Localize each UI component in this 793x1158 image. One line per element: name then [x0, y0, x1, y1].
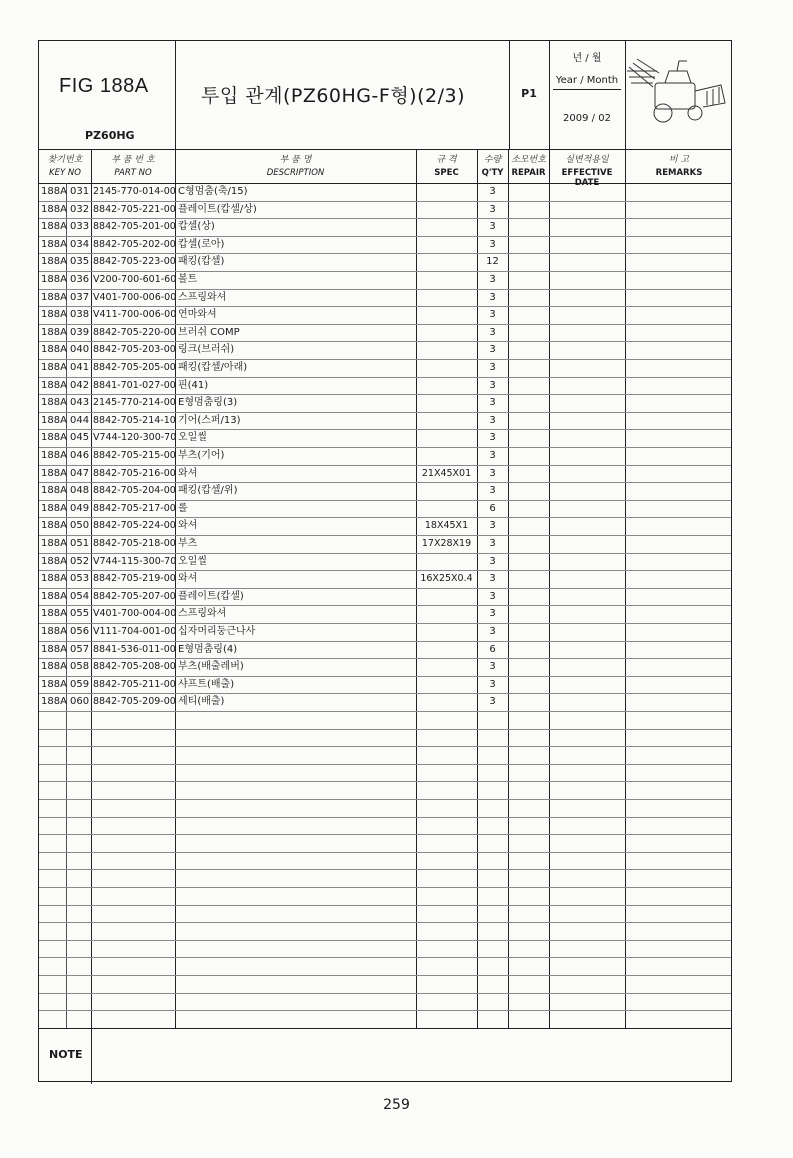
page-cell — [509, 41, 549, 149]
row-fig: 188A — [41, 379, 67, 391]
row-part-no: 8842-705-205-00 — [93, 362, 176, 373]
row-qty: 3 — [489, 520, 496, 532]
row-qty: 3 — [489, 238, 496, 250]
row-part-no: 8841-536-011-00 — [93, 643, 176, 655]
row-fig: 188A — [41, 362, 67, 373]
row-fig: 188A — [41, 626, 67, 637]
row-fig: 188A — [41, 520, 67, 532]
table-row — [39, 658, 731, 676]
column-headers — [39, 149, 731, 188]
row-qty: 3 — [489, 432, 496, 444]
row-fig: 188A — [41, 238, 67, 250]
row-key: 036 — [70, 274, 90, 285]
row-description: 패킹(캅셀/아래) — [178, 362, 248, 373]
row-qty: 3 — [489, 678, 496, 690]
row-qty: 3 — [489, 467, 496, 479]
row-qty: 3 — [489, 573, 496, 585]
row-part-no: 8842-705-211-00 — [93, 678, 176, 690]
table-row — [39, 588, 731, 606]
row-part-no: 8842-705-224-00 — [93, 520, 176, 532]
row-fig: 188A — [41, 538, 67, 549]
row-rule — [39, 975, 731, 976]
row-qty: 6 — [489, 643, 496, 655]
row-key: 045 — [70, 432, 90, 444]
row-key: 035 — [70, 256, 90, 268]
row-rule — [39, 905, 731, 906]
row-description: 플레이트(캅셀/상) — [178, 203, 257, 215]
row-qty: 6 — [489, 502, 496, 514]
row-qty: 3 — [489, 661, 496, 673]
row-rule — [39, 887, 731, 888]
table-row — [39, 465, 731, 483]
table-row — [39, 693, 731, 711]
row-fig: 188A — [41, 256, 67, 268]
row-description: 스프링와셔 — [178, 608, 227, 620]
row-part-no: 8842-705-218-00 — [93, 538, 176, 549]
table-row — [39, 570, 731, 588]
row-key: 039 — [70, 326, 90, 338]
row-rule — [39, 746, 731, 747]
row-fig: 188A — [41, 274, 67, 285]
row-part-no: 8842-705-201-00 — [93, 221, 176, 233]
row-spec: 21X45X01 — [421, 467, 472, 479]
row-fig: 188A — [41, 573, 67, 585]
table-row — [39, 412, 731, 430]
row-qty: 3 — [489, 696, 496, 708]
row-description: 십자머리둥근나사 — [178, 626, 256, 637]
table-row — [39, 623, 731, 641]
page-number: 259 — [383, 1097, 410, 1113]
row-qty: 3 — [489, 362, 496, 373]
row-part-no: 2145-770-214-00 — [93, 397, 176, 409]
table-row — [39, 218, 731, 236]
row-key: 059 — [70, 678, 90, 690]
row-qty: 3 — [489, 538, 496, 549]
row-rule — [39, 940, 731, 941]
row-key: 031 — [70, 186, 90, 197]
row-rule — [39, 852, 731, 853]
row-qty: 12 — [486, 256, 499, 268]
row-qty: 3 — [489, 414, 496, 426]
row-part-no: 8842-705-215-00 — [93, 450, 176, 461]
table-row — [39, 535, 731, 553]
row-qty: 3 — [489, 186, 496, 197]
table-row — [39, 394, 731, 412]
row-key: 034 — [70, 238, 90, 250]
issue-date: 2009 / 02 — [563, 113, 611, 124]
row-key: 046 — [70, 450, 90, 461]
row-description: 오일씰 — [178, 555, 207, 567]
row-part-no: 8842-705-223-00 — [93, 256, 176, 268]
col-remarks: 비 고 REMARKS — [655, 155, 703, 178]
row-part-no: 8842-705-214-10 — [93, 414, 176, 426]
row-fig: 188A — [41, 344, 67, 356]
table-row — [39, 500, 731, 518]
row-part-no: V200-700-601-60 — [93, 274, 177, 285]
col-effective-date: 실변적용일 EFFECTIVE DATE — [561, 155, 613, 188]
row-description: 와셔 — [178, 573, 198, 585]
row-key: 041 — [70, 362, 90, 373]
row-qty: 3 — [489, 485, 496, 497]
row-part-no: 8842-705-209-00 — [93, 696, 176, 708]
row-fig: 188A — [41, 485, 67, 497]
row-description: 링크(브러쉬) — [178, 344, 235, 356]
row-description: 샤프트(배출) — [178, 678, 235, 690]
row-part-no: V401-700-006-00 — [93, 291, 177, 303]
row-key: 047 — [70, 467, 90, 479]
row-fig: 188A — [41, 555, 67, 567]
row-key: 060 — [70, 696, 90, 708]
page-code: P1 — [521, 87, 537, 100]
row-key: 043 — [70, 397, 90, 409]
row-rule — [39, 781, 731, 782]
row-part-no: 8842-705-221-00 — [93, 203, 176, 215]
header — [39, 41, 731, 150]
row-fig: 188A — [41, 608, 67, 620]
row-qty: 3 — [489, 450, 496, 461]
row-part-no: V111-704-001-00 — [93, 626, 177, 637]
year-month-kr: 년 / 월 — [572, 53, 602, 64]
row-part-no: 8842-705-202-00 — [93, 238, 176, 250]
row-fig: 188A — [41, 186, 67, 197]
table-row — [39, 201, 731, 219]
row-description: 연마와셔 — [178, 309, 217, 321]
row-part-no: 8842-705-216-00 — [93, 467, 176, 479]
year-month-en: Year / Month — [553, 75, 621, 90]
row-spec: 16X25X0.4 — [420, 573, 473, 585]
row-description: 와셔 — [178, 467, 198, 479]
table-row — [39, 253, 731, 271]
table-row — [39, 324, 731, 342]
table-row — [39, 482, 731, 500]
row-part-no: V744-120-300-70 — [93, 432, 177, 444]
col-repair: 소모번호 REPAIR — [511, 155, 546, 178]
row-qty: 3 — [489, 379, 496, 391]
row-rule — [39, 817, 731, 818]
row-fig: 188A — [41, 326, 67, 338]
row-qty: 3 — [489, 344, 496, 356]
row-qty: 3 — [489, 291, 496, 303]
row-part-no: V401-700-004-00 — [93, 608, 177, 620]
row-description: 플레이트(캅셀) — [178, 590, 244, 602]
row-rule — [39, 993, 731, 994]
row-fig: 188A — [41, 467, 67, 479]
fig-cell — [39, 41, 175, 149]
table-row — [39, 605, 731, 623]
machine-illustration — [625, 41, 733, 149]
page-title: 투입 관계(PZ60HG-F형)(2/3) — [201, 85, 465, 107]
row-key: 054 — [70, 590, 90, 602]
row-key: 055 — [70, 608, 90, 620]
row-qty: 3 — [489, 397, 496, 409]
row-fig: 188A — [41, 397, 67, 409]
row-key: 033 — [70, 221, 90, 233]
row-description: 세티(배출) — [178, 696, 225, 708]
row-fig: 188A — [41, 643, 67, 655]
row-fig: 188A — [41, 678, 67, 690]
row-key: 042 — [70, 379, 90, 391]
row-part-no: 8842-705-219-00 — [93, 573, 176, 585]
row-key: 051 — [70, 538, 90, 549]
col-qty: 수량 Q'TY — [481, 155, 504, 178]
model-code: PZ60HG — [85, 129, 135, 142]
row-key: 052 — [70, 555, 90, 567]
row-qty: 3 — [489, 326, 496, 338]
row-description: C형멈춤(축/15) — [178, 186, 248, 197]
row-description: 오일씰 — [178, 432, 207, 444]
row-qty: 3 — [489, 626, 496, 637]
row-description: 스프링와셔 — [178, 291, 227, 303]
col-part: 부 품 번 호 PART NO — [111, 155, 155, 178]
row-description: 기어(스퍼/13) — [178, 414, 241, 426]
row-description: 캅셀(상) — [178, 221, 215, 233]
row-fig: 188A — [41, 450, 67, 461]
note-label: NOTE — [49, 1048, 83, 1061]
row-description: E형멈춤링(4) — [178, 643, 238, 655]
row-part-no: 2145-770-014-00 — [93, 186, 176, 197]
row-fig: 188A — [41, 221, 67, 233]
row-part-no: 8842-705-220-00 — [93, 326, 176, 338]
row-part-no: 8842-705-217-00 — [93, 502, 176, 514]
row-fig: 188A — [41, 309, 67, 321]
rice-transplanter-icon — [625, 41, 733, 149]
table-row — [39, 553, 731, 571]
row-part-no: V411-700-006-00 — [93, 309, 177, 321]
col-desc: 부 품 명 DESCRIPTION — [266, 155, 325, 178]
row-description: 롤 — [178, 502, 188, 514]
row-part-no: 8841-701-027-00 — [93, 379, 176, 391]
table-row — [39, 377, 731, 395]
row-qty: 3 — [489, 608, 496, 620]
row-key: 032 — [70, 203, 90, 215]
row-key: 057 — [70, 643, 90, 655]
row-description: 부츠 — [178, 538, 198, 549]
row-fig: 188A — [41, 661, 67, 673]
row-description: 패킹(캅셀) — [178, 256, 225, 268]
row-fig: 188A — [41, 414, 67, 426]
row-fig: 188A — [41, 590, 67, 602]
row-description: 브러쉬 COMP — [178, 326, 240, 338]
row-spec: 17X28X19 — [421, 538, 472, 549]
table-row — [39, 306, 731, 324]
row-description: 볼트 — [178, 274, 198, 285]
row-fig: 188A — [41, 696, 67, 708]
row-key: 049 — [70, 502, 90, 514]
table-row — [39, 429, 731, 447]
row-rule — [39, 1010, 731, 1011]
table-row — [39, 341, 731, 359]
row-description: 부츠(배출레버) — [178, 661, 244, 673]
row-qty: 3 — [489, 203, 496, 215]
row-fig: 188A — [41, 502, 67, 514]
row-qty: 3 — [489, 555, 496, 567]
table-row — [39, 236, 731, 254]
table-row — [39, 289, 731, 307]
table-row — [39, 359, 731, 377]
row-rule — [39, 799, 731, 800]
row-key: 048 — [70, 485, 90, 497]
year-month-cell — [549, 41, 625, 149]
row-key: 050 — [70, 520, 90, 532]
row-description: 부츠(기어) — [178, 450, 225, 461]
table-row — [39, 447, 731, 465]
note-section — [39, 1028, 731, 1084]
row-key: 044 — [70, 414, 90, 426]
row-part-no: 8842-705-207-00 — [93, 590, 176, 602]
table-row — [39, 271, 731, 289]
row-rule — [39, 869, 731, 870]
table-row — [39, 641, 731, 659]
row-key: 040 — [70, 344, 90, 356]
table-row — [39, 517, 731, 535]
row-rule — [39, 834, 731, 835]
table-row — [39, 676, 731, 694]
row-rule — [39, 957, 731, 958]
row-part-no: 8842-705-204-00 — [93, 485, 176, 497]
row-description: 핀(41) — [178, 379, 209, 391]
row-part-no: V744-115-300-70 — [93, 555, 177, 567]
row-qty: 3 — [489, 221, 496, 233]
row-qty: 3 — [489, 274, 496, 285]
parts-list-frame — [38, 40, 732, 1082]
row-description: 와셔 — [178, 520, 198, 532]
row-rule — [39, 711, 731, 712]
row-fig: 188A — [41, 291, 67, 303]
row-rule — [39, 729, 731, 730]
row-description: E형멈춤링(3) — [178, 397, 238, 409]
row-spec: 18X45X1 — [424, 520, 469, 532]
row-rule — [39, 764, 731, 765]
row-key: 058 — [70, 661, 90, 673]
row-key: 038 — [70, 309, 90, 321]
row-fig: 188A — [41, 432, 67, 444]
row-part-no: 8842-705-208-00 — [93, 661, 176, 673]
col-key: 찾기번호 KEY NO — [47, 155, 83, 178]
row-part-no: 8842-705-203-00 — [93, 344, 176, 356]
row-fig: 188A — [41, 203, 67, 215]
row-qty: 3 — [489, 590, 496, 602]
row-key: 037 — [70, 291, 90, 303]
row-key: 053 — [70, 573, 90, 585]
title-cell — [175, 41, 509, 149]
fig-number: FIG 188A — [59, 75, 149, 97]
row-key: 056 — [70, 626, 90, 637]
row-description: 패킹(캅셀/위) — [178, 485, 238, 497]
table-row — [39, 183, 731, 201]
row-rule — [39, 922, 731, 923]
row-description: 캅셀(로아) — [178, 238, 225, 250]
row-qty: 3 — [489, 309, 496, 321]
col-spec: 규 격 SPEC — [434, 155, 459, 178]
